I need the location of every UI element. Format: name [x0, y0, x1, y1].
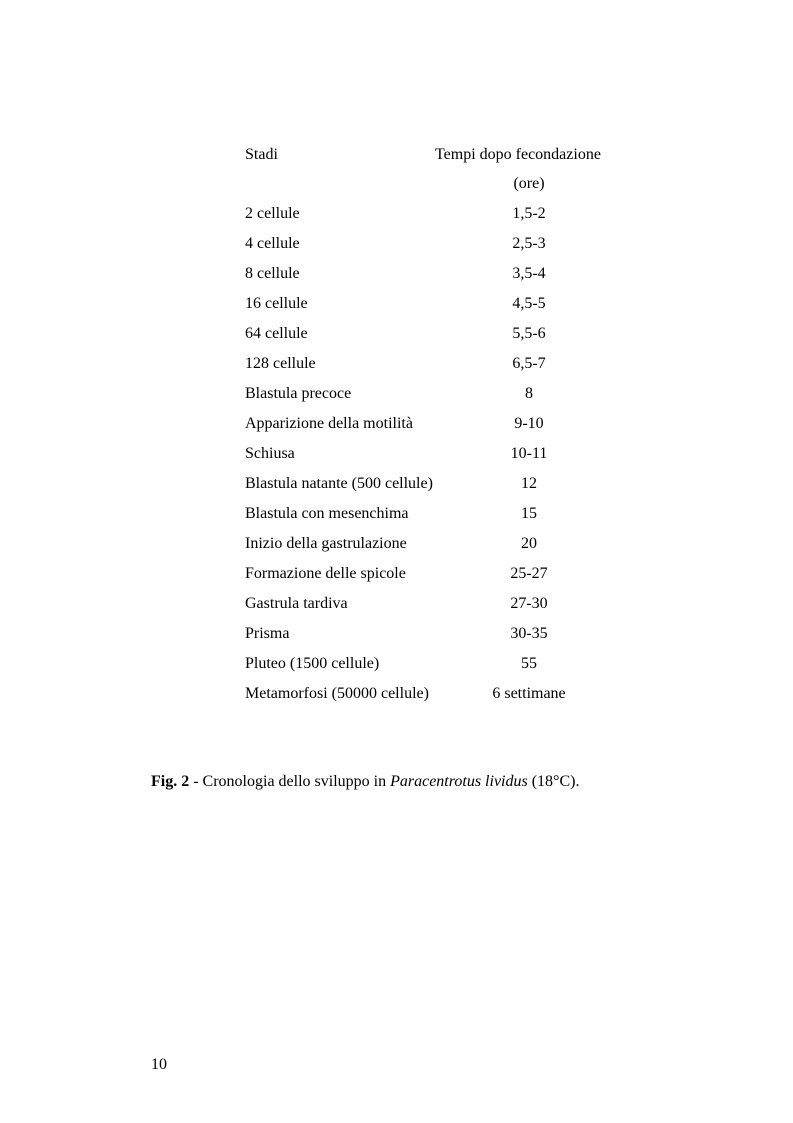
- stage-time: 4,5-5: [512, 295, 546, 312]
- stage-name: Blastula con mesenchima: [245, 505, 409, 522]
- table-row: [245, 655, 635, 685]
- stage-name: Schiusa: [245, 445, 295, 462]
- table-row: [245, 505, 635, 535]
- stage-time: 8: [525, 385, 533, 402]
- stage-name: Pluteo (1500 cellule): [245, 655, 380, 672]
- table-units-row: [245, 175, 635, 205]
- stage-name: 16 cellule: [245, 295, 308, 312]
- stage-time: 9-10: [514, 415, 544, 432]
- table-row: [245, 235, 635, 265]
- table-row: [245, 205, 635, 235]
- stage-time: 3,5-4: [512, 265, 546, 282]
- page-number: 10: [151, 1056, 167, 1073]
- stage-name: 4 cellule: [245, 235, 300, 252]
- stage-time: 2,5-3: [512, 235, 546, 252]
- caption-text-after: (18°C).: [527, 773, 580, 790]
- stage-name: Blastula precoce: [245, 385, 352, 402]
- table-row: [245, 265, 635, 295]
- caption-separator: -: [189, 773, 203, 790]
- stage-name: 2 cellule: [245, 205, 300, 222]
- table-row: [245, 475, 635, 505]
- stage-time: 20: [521, 535, 537, 552]
- header-time: Tempi dopo fecondazione: [435, 146, 601, 163]
- stage-name: 128 cellule: [245, 355, 316, 372]
- stage-time: 12: [521, 475, 537, 492]
- stage-time: 1,5-2: [512, 205, 546, 222]
- stage-name: 8 cellule: [245, 265, 300, 282]
- stage-time: 25-27: [510, 565, 548, 582]
- development-timeline-table: [245, 146, 635, 715]
- stage-time: 30-35: [510, 625, 548, 642]
- table-row: [245, 625, 635, 655]
- stage-time: 5,5-6: [512, 325, 546, 342]
- table-row: [245, 355, 635, 385]
- stage-name: Blastula natante (500 cellule): [245, 475, 433, 492]
- caption-text-before: Cronologia dello sviluppo in: [202, 773, 391, 790]
- stage-name: Apparizione della motilità: [245, 415, 413, 432]
- table-row: [245, 445, 635, 475]
- table-header-row: [245, 146, 635, 175]
- header-stage: Stadi: [245, 146, 278, 163]
- stage-name: Metamorfosi (50000 cellule): [245, 685, 429, 702]
- caption-species-name: Paracentrotus lividus: [390, 773, 528, 790]
- stage-time: 15: [521, 505, 537, 522]
- table-row: [245, 565, 635, 595]
- table-row: [245, 415, 635, 445]
- stage-name: Prisma: [245, 625, 290, 642]
- stage-name: Formazione delle spicole: [245, 565, 406, 582]
- caption-figure-label: Fig. 2: [151, 773, 190, 790]
- table-row: [245, 295, 635, 325]
- stage-name: Gastrula tardiva: [245, 595, 348, 612]
- stage-time: 55: [521, 655, 537, 672]
- stage-time: 6,5-7: [512, 355, 546, 372]
- header-time-units: (ore): [513, 175, 545, 192]
- stage-name: 64 cellule: [245, 325, 308, 342]
- stage-time: 6 settimane: [492, 685, 566, 702]
- table-row: [245, 535, 635, 565]
- stage-time: 27-30: [510, 595, 548, 612]
- stage-name: Inizio della gastrulazione: [245, 535, 407, 552]
- stage-time: 10-11: [510, 445, 548, 462]
- table-row: [245, 325, 635, 355]
- table-row: [245, 385, 635, 415]
- table-row: [245, 685, 635, 715]
- figure-caption: [151, 773, 579, 791]
- table-body: [245, 205, 635, 715]
- table-row: [245, 595, 635, 625]
